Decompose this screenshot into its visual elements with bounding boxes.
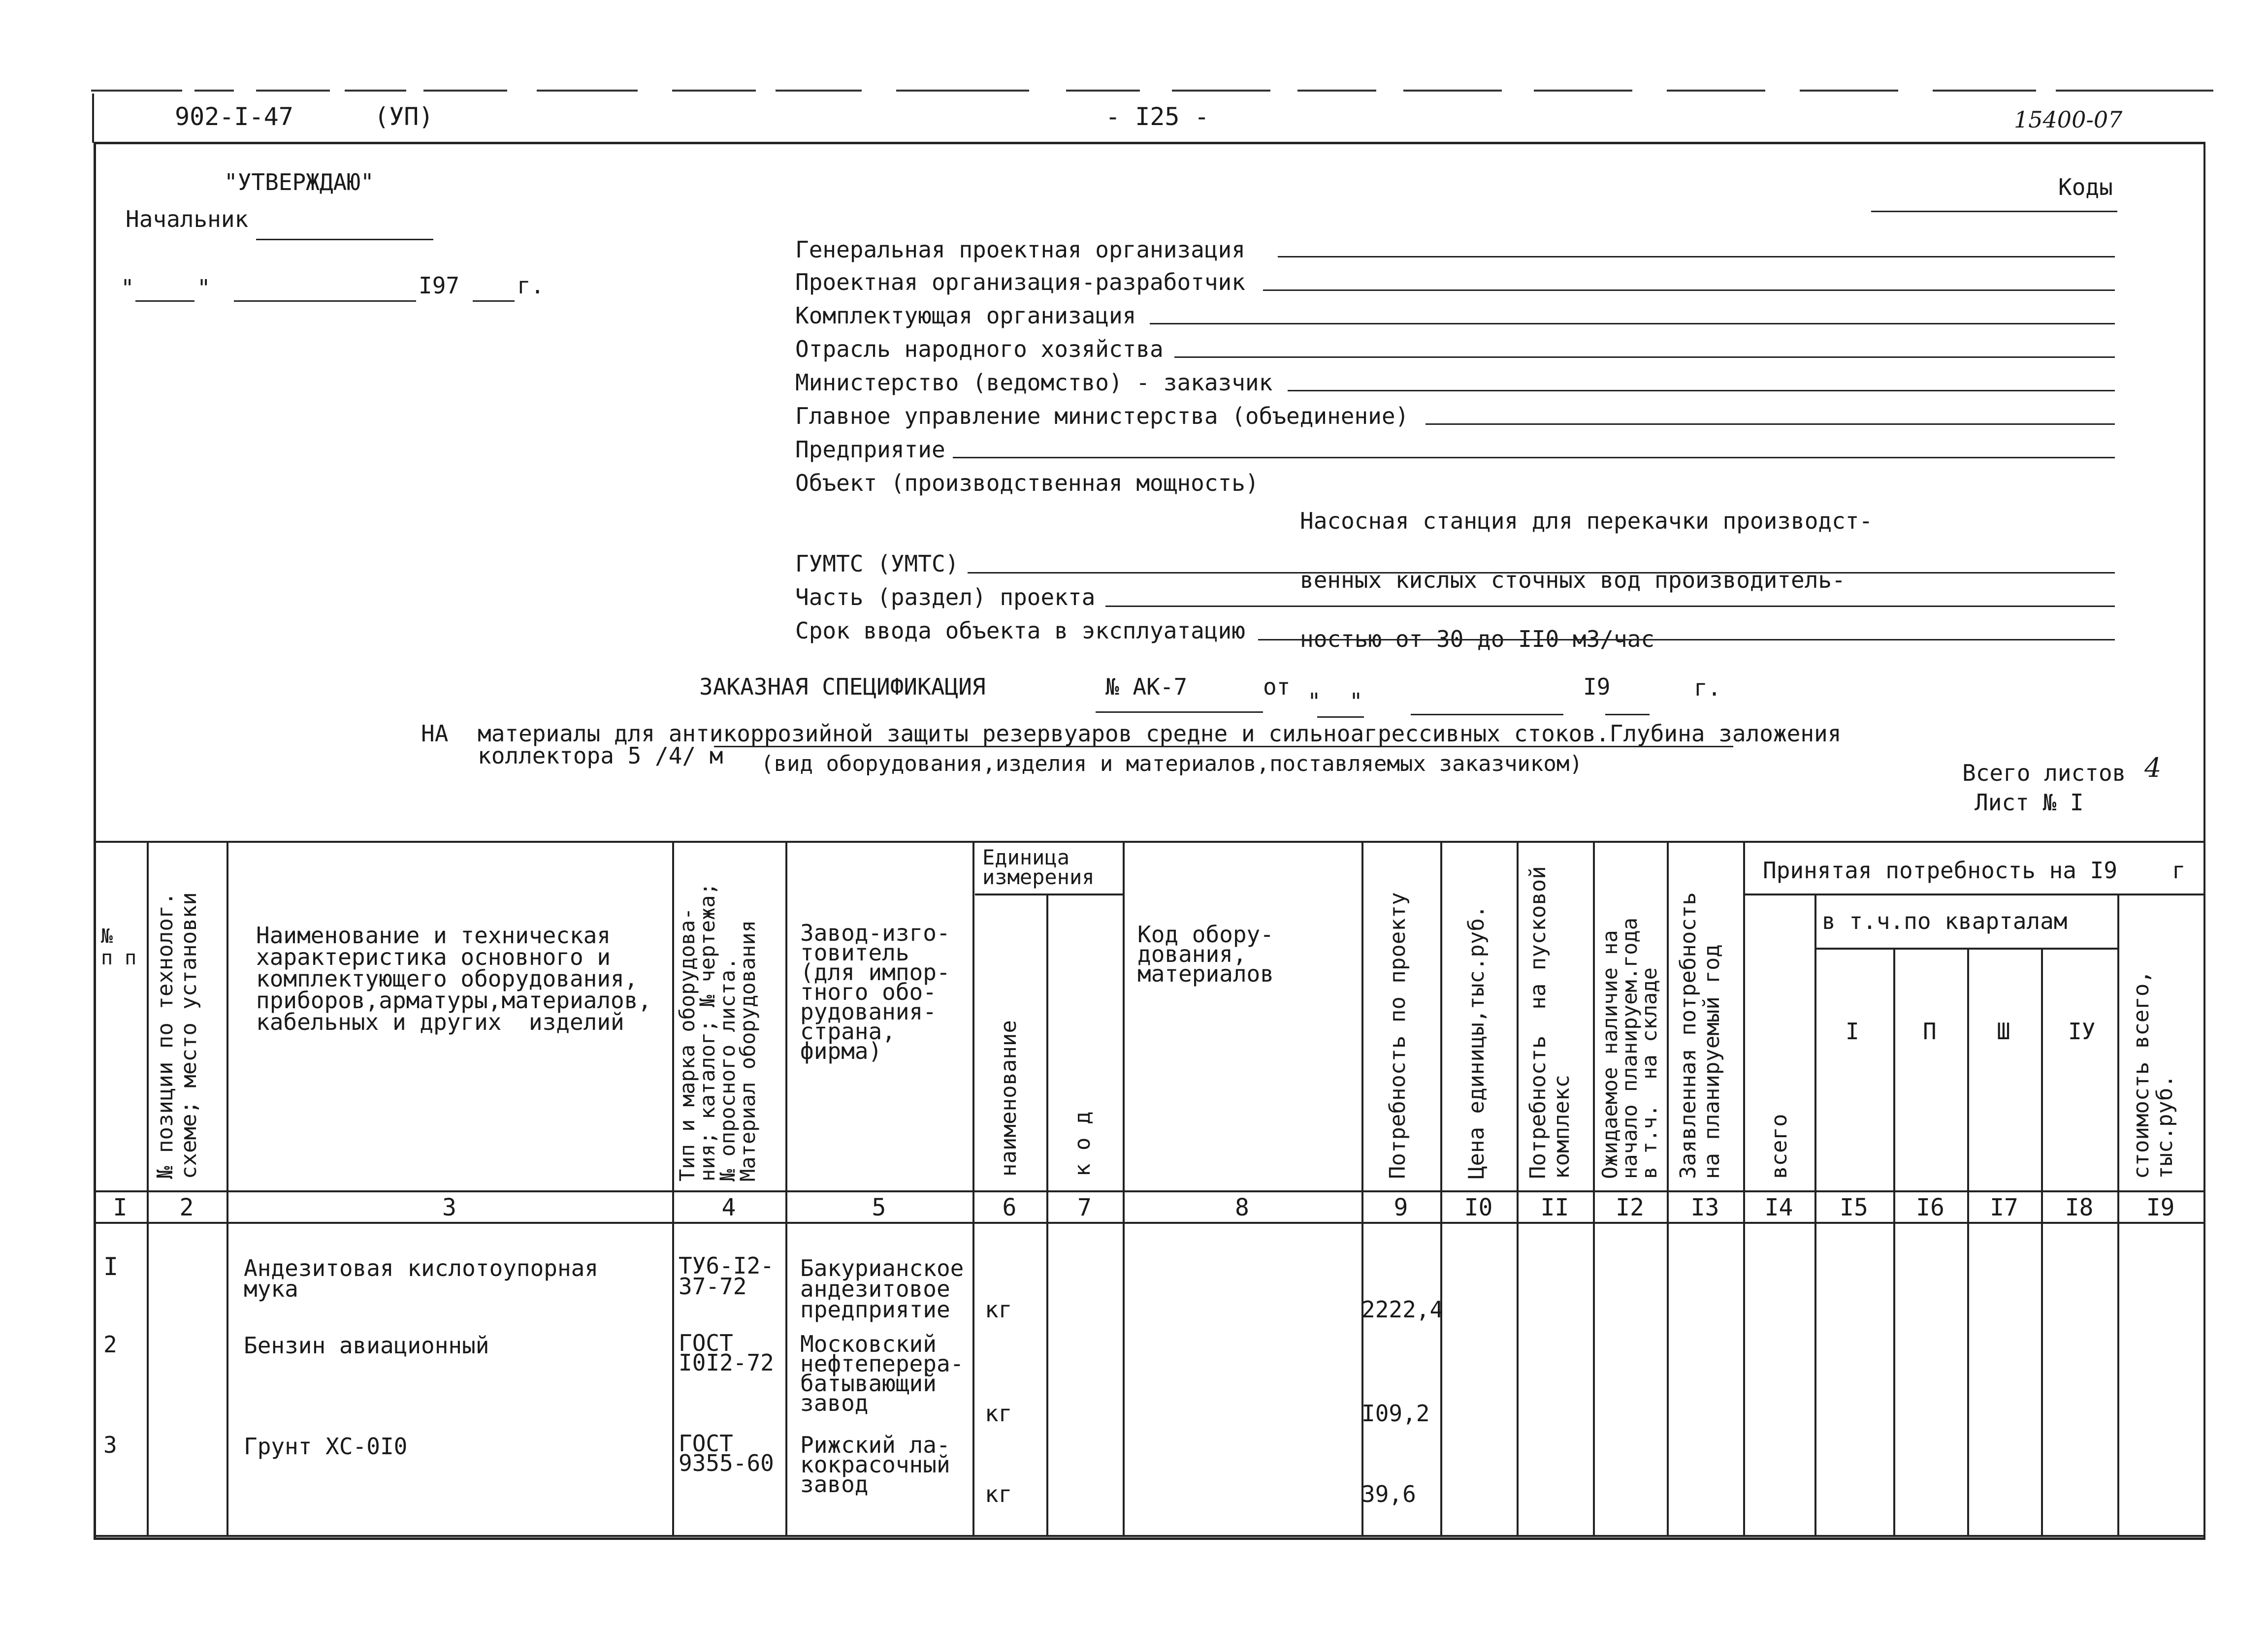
header-project-need: Потребность по проекту — [1385, 892, 1410, 1179]
header-unit-name: наименование — [996, 1020, 1021, 1177]
chief-label: Начальник — [126, 206, 249, 232]
colnum-10: I0 — [1464, 1194, 1493, 1221]
object-value-line-3: ностью от 30 до II0 м3/час — [1300, 626, 1655, 652]
org-field-main-dept: Главное управление министерства (объединение) — [795, 403, 1409, 429]
header-q1: I — [1846, 1018, 1859, 1045]
header-q2: П — [1923, 1018, 1937, 1045]
org-field-general: Генеральная проектная организация — [795, 236, 1245, 263]
spec-quote-close: " — [1349, 688, 1363, 715]
header-cost: стоимость всего, тыс.руб. — [2129, 970, 2177, 1179]
header-accepted-group: Принятая потребность на I9 г — [1763, 857, 2186, 884]
row-type: ГОСТ 9355-60 — [679, 1430, 774, 1476]
colnum-17: I7 — [1990, 1194, 2018, 1221]
spec-subject-line2: коллектора 5 /4/ м — [478, 742, 723, 769]
header-position: № позиции по технолог. схеме; место установки — [153, 892, 201, 1179]
object-label: Объект (производственная мощность) — [795, 470, 1259, 496]
approve-title: "УТВЕРЖДАЮ" — [224, 169, 374, 195]
row-name: Бензин авиационный — [244, 1332, 489, 1359]
colnum-15: I5 — [1840, 1194, 1868, 1221]
colnum-13: I3 — [1690, 1194, 1719, 1221]
colnum-18: I8 — [2065, 1194, 2094, 1221]
total-sheets-value: 4 — [2144, 752, 2162, 783]
row-unit: кг — [985, 1296, 1012, 1323]
column-numbers-top — [94, 1190, 2203, 1192]
colnum-9: 9 — [1393, 1194, 1408, 1221]
table-top-border — [94, 841, 2203, 843]
row-type: ТУ6-I2- 37-72 — [679, 1252, 774, 1300]
row-qty: I09,2 — [1361, 1400, 1430, 1427]
spec-quote-open: " — [1307, 688, 1321, 715]
org-field-gumts: ГУМТС (УМТС) — [795, 550, 959, 577]
colnum-7: 7 — [1077, 1194, 1092, 1221]
org-field-industry: Отрасль народного хозяйства — [795, 336, 1164, 362]
row-maker: Бакурианское андезитовое предприятие — [800, 1255, 964, 1323]
spec-on-label: НА — [421, 720, 449, 747]
sheet-code: 15400-07 — [2014, 106, 2123, 133]
row-qty: 39,6 — [1361, 1481, 1416, 1507]
row-unit: кг — [985, 1400, 1012, 1427]
colnum-6: 6 — [1002, 1194, 1017, 1221]
approve-year: I97 — [419, 272, 460, 299]
total-sheets-label: Всего листов — [1962, 760, 2126, 786]
colnum-11: II — [1540, 1194, 1569, 1221]
header-unit-code: к о д — [1070, 1111, 1095, 1177]
header-equipment-code: Код обору- дования, материалов — [1137, 921, 1274, 987]
row-type: ГОСТ I0I2-72 — [679, 1330, 774, 1376]
colnum-16: I6 — [1916, 1194, 1944, 1221]
row-maker: Московский нефтепереpа- батывающий завод — [800, 1331, 964, 1416]
colnum-3: 3 — [442, 1194, 456, 1221]
spec-title: ЗАКАЗНАЯ СПЕЦИФИКАЦИЯ — [699, 673, 986, 700]
header-row-number: № п п — [101, 925, 137, 969]
row-name: Грунт ХС-0I0 — [244, 1433, 408, 1460]
header-startup-need: Потребность на пусковой комплекс — [1525, 866, 1574, 1179]
colnum-5: 5 — [872, 1194, 886, 1221]
approve-year-suffix: г. — [517, 272, 545, 299]
object-value-line-1: Насосная станция для перекачки производст- — [1300, 508, 1873, 534]
spec-year-suffix: г. — [1694, 674, 1721, 701]
header-q3: Ш — [1997, 1018, 2010, 1045]
sheet-number: Лист № I — [1975, 789, 2084, 816]
org-field-completing: Комплектующая организация — [795, 302, 1136, 329]
colnum-19: I9 — [2146, 1194, 2175, 1221]
colnum-14: I4 — [1764, 1194, 1793, 1221]
header-expected-stock: Ожидаемое наличие на начало планируем.года в т.ч. на складе — [1598, 917, 1661, 1179]
row-unit: кг — [985, 1481, 1012, 1507]
row-maker: Рижский ла- кокрасочный завод — [800, 1432, 950, 1498]
row-name: Андезитовая кислотоупорная мука — [244, 1255, 599, 1302]
header-type: Тип и марка оборудова- ния; каталог; № чертежа; № опросного листа. Материал оборудования — [675, 883, 760, 1181]
row-number: 3 — [103, 1432, 117, 1458]
spec-year: I9 — [1583, 673, 1611, 700]
org-field-commissioning: Срок ввода объекта в эксплуатацию — [795, 617, 1245, 644]
colnum-8: 8 — [1235, 1194, 1249, 1221]
org-field-ministry: Министерство (ведомство) - заказчик — [795, 369, 1273, 396]
page-number: - I25 - — [1105, 102, 1209, 131]
header-unit-price: Цена единицы,тыс.руб. — [1464, 905, 1489, 1179]
header-name: Наименование и техническая характеристика основного и комплектующего оборудования, приборов,арматуры,материалов, кабельных и других изделий — [256, 922, 652, 1035]
codes-label: Коды — [2058, 174, 2113, 200]
spec-from: от — [1263, 673, 1291, 700]
column-numbers-bottom — [94, 1222, 2203, 1224]
header-declared-need: Заявленная потребность на планируемый год — [1676, 892, 1724, 1179]
header-quarter-group: в т.ч.по кварталам — [1822, 908, 2068, 934]
org-field-project-part: Часть (раздел) проекта — [795, 584, 1096, 610]
header-q4: IУ — [2068, 1018, 2096, 1045]
colnum-2: 2 — [179, 1194, 194, 1221]
colnum-1: I — [113, 1194, 128, 1221]
header-maker: Завод-изго- товитель (для импор- тного обо- рудования- страна, фирма) — [800, 920, 950, 1064]
header-total: всего — [1767, 1114, 1792, 1179]
spec-subject-line1: материалы для антикоррозийной защиты резервуаров средне и сильноагрессивных стоков.Глубина заложения — [478, 720, 1842, 747]
date-quote-open: " — [121, 275, 134, 301]
row-number: I — [103, 1252, 119, 1281]
doc-number: 902-I-47 — [175, 102, 293, 131]
row-qty: 2222,4 — [1361, 1296, 1444, 1323]
object-value-line-2: венных кислых сточных вод производитель- — [1300, 567, 1846, 593]
spec-number: № АК-7 — [1105, 673, 1188, 700]
date-quote-close: " — [197, 275, 211, 301]
colnum-12: I2 — [1616, 1194, 1644, 1221]
table-bottom-border — [94, 1535, 2203, 1537]
header-unit-group: Единица измерения — [982, 845, 1095, 889]
row-number: 2 — [103, 1331, 117, 1358]
album-label: (УП) — [374, 102, 434, 131]
spec-subject-note: (вид оборудования,изделия и материалов,поставляемых заказчиком) — [761, 751, 1583, 776]
colnum-4: 4 — [721, 1194, 736, 1221]
org-field-developer: Проектная организация-разработчик — [795, 269, 1245, 295]
org-field-enterprise: Предприятие — [795, 436, 945, 463]
